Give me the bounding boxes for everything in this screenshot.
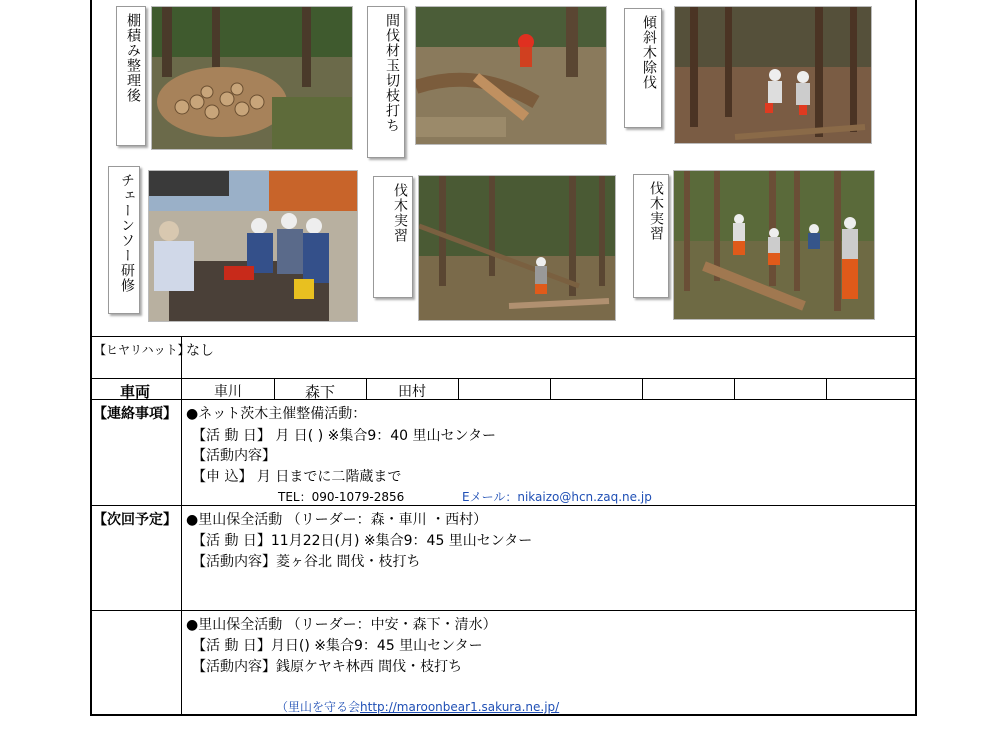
next2-content: 【活動内容】銭原ケヤキ林西 間伐・枝打ち: [192, 659, 463, 675]
photo-label-3: 傾斜木除伐: [624, 8, 662, 128]
slope-tree-photo: [674, 6, 872, 144]
photo-label-5: 伐木実習: [373, 176, 413, 298]
notice-content: 【活動内容】: [192, 448, 276, 464]
next-title: ●里山保全活動 （リーダー：森・車川 ・西村）: [186, 512, 488, 528]
chainsaw-training-photo: [148, 170, 358, 322]
next2-date: 【活 動 日】月日() ※集合9：45 里山センター: [192, 638, 483, 654]
notice-title: ●ネット茨木主催整備活動：: [186, 406, 367, 422]
notice-apply: 【申 込】 月 日までに二階蔵まで: [192, 469, 402, 485]
vehicle-name: 森下: [304, 383, 335, 401]
next-content: 【活動内容】菱ヶ谷北 間伐・枝打ち: [192, 554, 421, 570]
next-date: 【活 動 日】11月22日(月) ※集合9：45 里山センター: [192, 533, 533, 549]
thinning-cut-photo: [415, 6, 607, 145]
site-link-label: （里山を守る会: [276, 700, 361, 714]
vehicle-name: 車川: [214, 384, 242, 400]
felling-practice-photo-1: [418, 175, 616, 321]
photo-label-2: 間伐材玉切枝打ち: [367, 6, 405, 158]
hiyari-label: 【ヒヤリハット】: [94, 343, 190, 357]
vehicle-label: 車両: [120, 383, 151, 401]
next2-title: ●里山保全活動 （リーダー：中安・森下・清水）: [186, 617, 497, 633]
notice-email[interactable]: Eメール：nikaizo@hcn.zaq.ne.jp: [462, 490, 652, 504]
photo-label-6: 伐木実習: [633, 174, 669, 298]
vehicle-name: 田村: [398, 384, 426, 400]
notice-tel: TEL：090-1079-2856: [278, 490, 405, 504]
notice-label: 【連絡事項】: [93, 406, 177, 422]
site-link[interactable]: [276, 698, 559, 715]
photo-label-1: 棚積み整理後: [116, 6, 146, 146]
notice-date: 【活 動 日】 月 日( ) ※集合9：40 里山センター: [192, 428, 496, 444]
site-link-url[interactable]: http://maroonbear1.sakura.ne.jp/: [360, 700, 560, 714]
felling-practice-photo-2: [673, 170, 875, 320]
photo-label-4: チェーンソー研修: [108, 166, 140, 314]
next-label: 【次回予定】: [93, 512, 177, 528]
log-pile-photo: [151, 6, 353, 150]
hiyari-value: なし: [186, 343, 214, 359]
